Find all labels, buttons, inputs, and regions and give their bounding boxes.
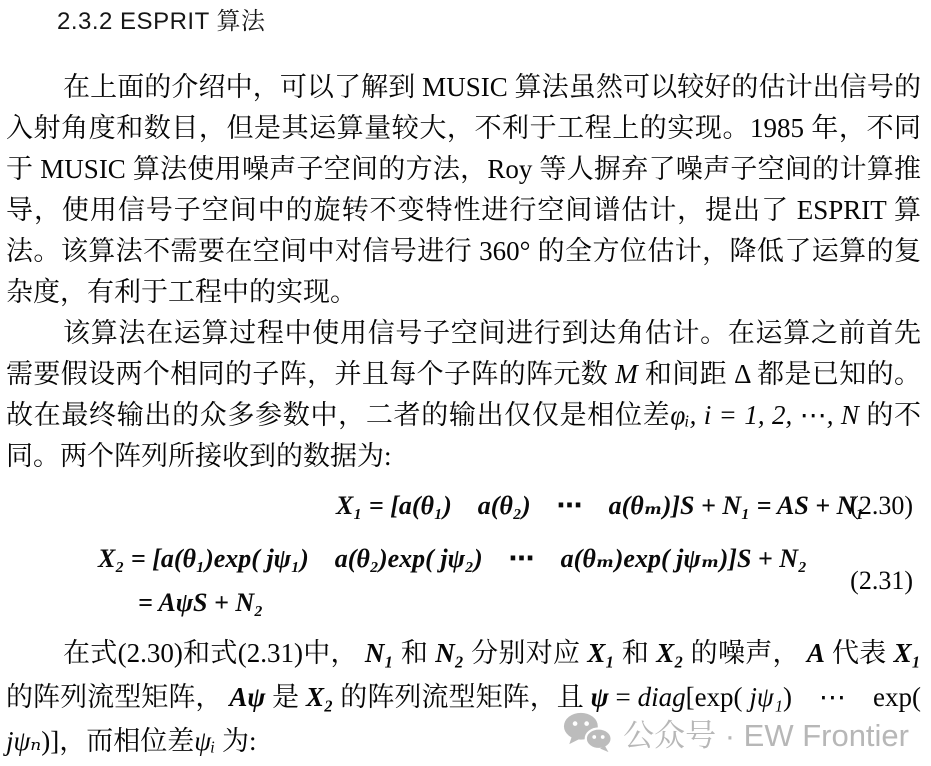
equation-2-30 [6, 483, 921, 533]
math-inline-X1: X₁ [587, 638, 615, 668]
equation-2-31-number: (2.31) [850, 566, 913, 595]
text-segment: ，而相位差 [59, 726, 195, 756]
math-inline-X2: X₂ [306, 682, 334, 712]
math-inline-N1: N₁ [364, 638, 394, 668]
text-segment: 和间距 [637, 359, 735, 389]
math-inline-N2: N₂ [435, 638, 465, 668]
math-inline-Apsi: Aψ [229, 682, 266, 712]
text-segment: 分别对应 [464, 638, 588, 668]
text-segment: 的阵列流型矩阵， [6, 682, 230, 712]
equation-2-31-line2: = AψS + N₂ [138, 588, 264, 617]
text-segment: 的阵列流型矩阵，且 [333, 682, 591, 712]
section-heading: 2.3.2 ESPRIT 算法 [57, 8, 266, 35]
math-inline-A: A [806, 638, 825, 668]
watermark-text: 公众号 · EW Frontier [623, 718, 909, 753]
text-segment: 在式(2.30)和式(2.31)中， [63, 638, 365, 668]
text-segment: 和 [393, 638, 436, 668]
text-segment: )] [41, 726, 60, 756]
math-inline-M: M [615, 359, 638, 389]
text-segment: 为: [215, 726, 257, 756]
paragraph-algorithm-setup [6, 313, 921, 477]
math-inline-X1: X₁ [893, 638, 922, 668]
math-inline-phase: φᵢ, i = 1, 2, ⋯, N [670, 400, 859, 430]
equation-2-31 [6, 537, 921, 625]
text-segment: [exp( [685, 682, 750, 712]
text-segment: 该算法在运算过程中使用信号子空间进行到达角估计。在运算之前首先需要假设两个相同的子阵，并且每个子阵的阵元数 [6, 318, 921, 389]
equation-2-30-body: X₁ = [a(θ₁) a(θ₂) ⋯ a(θₘ)]S + N₁ = AS + N₁ [336, 491, 865, 520]
text-segment: 的不同。两个阵列所接收到的数据为: [6, 400, 922, 471]
math-inline-X2: X₂ [656, 638, 684, 668]
text-segment: 是 [265, 682, 307, 712]
math-inline-psi: ψ [590, 682, 609, 712]
equation-2-31-line1: X₂ = [a(θ₁)exp( jψ₁) a(θ₂)exp( jψ₂) ⋯ a(θₘ)exp( jψₘ)]S + N₂ [98, 544, 808, 573]
text-segment: 和 [614, 638, 657, 668]
math-inline-jpsiN: jψₙ [6, 726, 42, 756]
text-segment: 代表 [824, 638, 894, 668]
paragraph-intro: 在上面的介绍中，可以了解到 MUSIC 算法虽然可以较好的估计出信号的入射角度和数目，但是其运算量较大，不利于工程上的实现。1985 年，不同于 MUSIC 算法使用噪声子空间的方法，Roy 等人摒弃了噪声子空间的计算推导，使用信号子空间中的旋转不变特性进行空间谱估计，提出了 ESPRIT 算法。该算法不需要在空间中对信号进行 360° 的全方位估计，降低了运算的复杂度，有利于工程中的实现。 [6, 72, 921, 307]
text-segment: 都是已知的。故在最终输出的众多参数中，二者的输出仅仅是相位差 [6, 359, 922, 430]
text-segment: 的噪声， [683, 638, 807, 668]
watermark [563, 710, 909, 755]
math-inline-jpsi1: jψ₁ [749, 682, 784, 712]
text-segment: ) ⋯ exp( [783, 682, 921, 712]
math-inline-delta: Δ [734, 359, 751, 389]
text-segment: = [608, 682, 638, 712]
math-inline-diag: diag [637, 682, 686, 712]
equation-2-30-number: (2.30) [850, 491, 913, 520]
wechat-icon [563, 712, 613, 753]
math-inline-psi-i: ψᵢ [194, 726, 216, 756]
